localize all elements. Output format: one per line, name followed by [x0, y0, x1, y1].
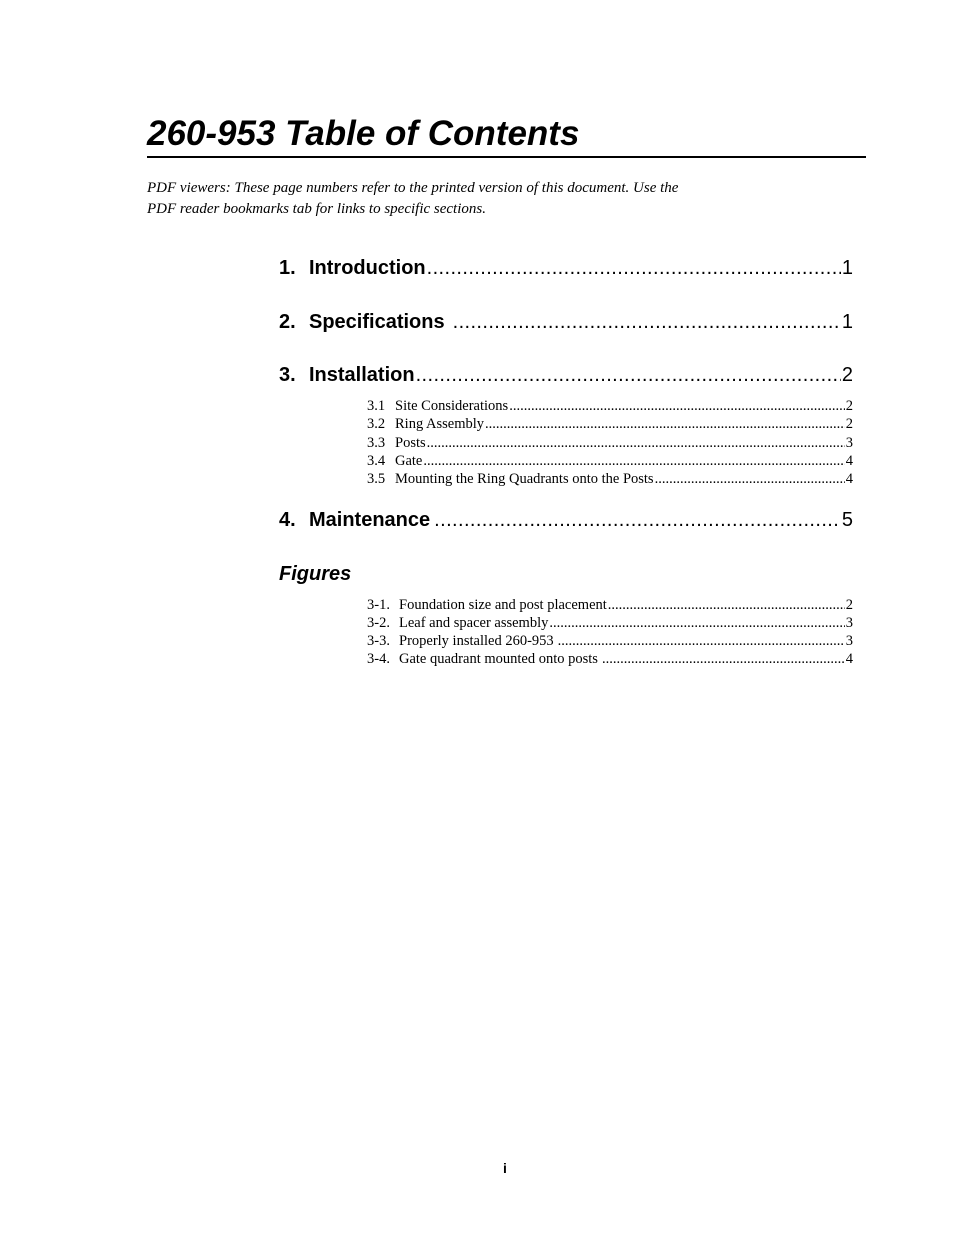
toc-figure-number: 3-3. — [367, 633, 390, 649]
toc-page-number: 2 — [845, 597, 853, 613]
toc-figure-number: 3-4. — [367, 651, 390, 667]
toc-section-specifications[interactable] — [279, 309, 853, 335]
toc-figure-number: 3-2. — [367, 615, 390, 631]
page-title: 260-953 Table of Contents — [147, 114, 580, 153]
toc-page-number: 1 — [841, 257, 853, 279]
toc-section-number: 4. — [279, 509, 296, 531]
toc-section-label: Introduction — [309, 257, 426, 279]
toc-subsection-mounting-ring-quadrants[interactable] — [367, 470, 853, 488]
toc-figure-3-3[interactable] — [367, 632, 853, 650]
dot-leader — [509, 397, 845, 415]
note-line-1: PDF viewers: These page numbers refer to the printed version of this document. Use the — [147, 180, 679, 196]
toc-subsection-label: Posts — [395, 435, 426, 451]
toc-figure-label: Properly installed 260-953 — [399, 633, 554, 649]
toc-section-number: 3. — [279, 364, 296, 386]
toc-page-number: 3 — [845, 633, 853, 649]
dot-leader — [608, 596, 845, 614]
toc-section-label: Specifications — [309, 311, 445, 333]
figures-heading: Figures — [279, 563, 352, 585]
pdf-viewers-note — [147, 178, 787, 219]
toc-section-installation[interactable] — [279, 362, 853, 388]
toc-subsection-label: Mounting the Ring Quadrants onto the Posts — [395, 471, 654, 487]
toc-subsection-number: 3.4 — [367, 453, 386, 469]
toc-subsection-label: Site Considerations — [395, 398, 509, 414]
toc-section-label: Installation — [309, 364, 415, 386]
dot-leader — [549, 614, 844, 632]
toc-subsection-label: Ring Assembly — [395, 416, 485, 432]
title-underline — [147, 156, 866, 158]
dot-leader — [427, 434, 845, 452]
toc-figure-label: Gate quadrant mounted onto posts — [399, 651, 598, 667]
dot-leader — [655, 470, 845, 488]
toc-section-maintenance[interactable] — [279, 507, 853, 533]
dot-leader — [427, 255, 841, 281]
dot-leader — [416, 362, 841, 388]
dot-leader — [423, 452, 844, 470]
toc-subsection-label: Gate — [395, 453, 423, 469]
toc-page-number: 4 — [845, 651, 853, 667]
toc-section-number: 2. — [279, 311, 296, 333]
toc-page-number: 3 — [845, 615, 853, 631]
toc-page-number: 4 — [845, 453, 853, 469]
note-line-2: PDF reader bookmarks tab for links to specific sections. — [147, 200, 486, 217]
toc-page-number: 2 — [845, 398, 853, 414]
toc-page-number: 4 — [845, 471, 853, 487]
dot-leader — [434, 507, 841, 533]
toc-subsection-posts[interactable] — [367, 434, 853, 452]
toc-page-number: 2 — [841, 364, 853, 386]
toc-subsection-number: 3.5 — [367, 471, 386, 487]
toc-section-number: 1. — [279, 257, 296, 279]
toc-subsection-ring-assembly[interactable] — [367, 415, 853, 433]
toc-subsection-number: 3.3 — [367, 435, 386, 451]
toc-subsection-site-considerations[interactable] — [367, 397, 853, 415]
toc-page-number: 1 — [841, 311, 853, 333]
page-number-footer: i — [503, 1160, 507, 1176]
toc-figure-3-2[interactable] — [367, 614, 853, 632]
toc-page-number: 3 — [845, 435, 853, 451]
toc-section-label: Maintenance — [309, 509, 431, 531]
toc-subsection-gate[interactable] — [367, 452, 853, 470]
dot-leader — [453, 309, 841, 335]
toc-figure-3-4[interactable] — [367, 650, 853, 668]
toc-figure-3-1[interactable] — [367, 596, 853, 614]
toc-figure-label: Leaf and spacer assembly — [399, 615, 549, 631]
toc-section-introduction[interactable] — [279, 255, 853, 281]
toc-subsection-number: 3.2 — [367, 416, 386, 432]
toc-page-number: 2 — [845, 416, 853, 432]
dot-leader — [602, 650, 845, 668]
toc-figure-number: 3-1. — [367, 597, 390, 613]
toc-figure-label: Foundation size and post placement — [399, 597, 607, 613]
toc-subsection-number: 3.1 — [367, 398, 386, 414]
toc-page-number: 5 — [841, 509, 853, 531]
dot-leader — [485, 415, 845, 433]
dot-leader — [558, 632, 845, 650]
